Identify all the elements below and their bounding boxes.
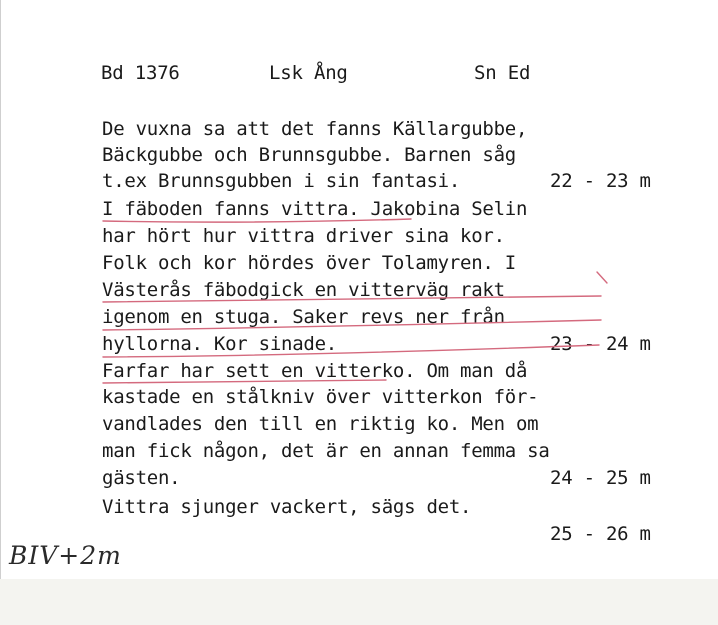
text-line: vandlades den till en riktig ko. Men om <box>102 413 539 435</box>
record-place: Lsk Ång <box>269 62 348 84</box>
page-ref: 23 - 24 m <box>550 333 651 355</box>
record-area: Sn Ed <box>474 62 531 84</box>
text-line: Bäckgubbe och Brunnsgubbe. Barnen såg <box>102 144 516 166</box>
page-ref: 25 - 26 m <box>550 523 651 545</box>
text-line: De vuxna sa att det fanns Källargubbe, <box>102 118 528 140</box>
text-line: Farfar har sett en vitterko. Om man då <box>102 360 528 382</box>
text-line: man fick någon, det är en annan femma sa <box>102 440 550 462</box>
text-line <box>102 521 692 547</box>
handwritten-note: BIV+2m <box>9 541 122 570</box>
text-line: Vittra sjunger vackert, sägs det. <box>102 496 472 518</box>
text-line: har hört hur vittra driver sina kor. <box>102 225 505 247</box>
text-line: I fäboden fanns vittra. Jakobina Selin <box>102 198 528 220</box>
page-ref: 24 - 25 m <box>550 467 651 489</box>
text-line: t.ex Brunnsgubben i sin fantasi. 22 - 23 m <box>102 170 651 192</box>
card-header <box>101 62 701 86</box>
text-line: hyllorna. Kor sinade. 23 - 24 m <box>102 333 651 355</box>
text-line: igenom en stuga. Saker revs ner från <box>102 306 505 328</box>
text-line: kastade en stålkniv över vitterkon för- <box>102 386 539 408</box>
text-line: gästen. 24 - 25 m <box>102 467 651 489</box>
record-id: Bd 1376 <box>101 62 180 84</box>
text-line: Folk och kor hördes över Tolamyren. I <box>102 252 516 274</box>
text-line: Västerås fäbodgick en vitterväg rakt <box>102 279 505 301</box>
page-ref: 22 - 23 m <box>550 170 651 192</box>
